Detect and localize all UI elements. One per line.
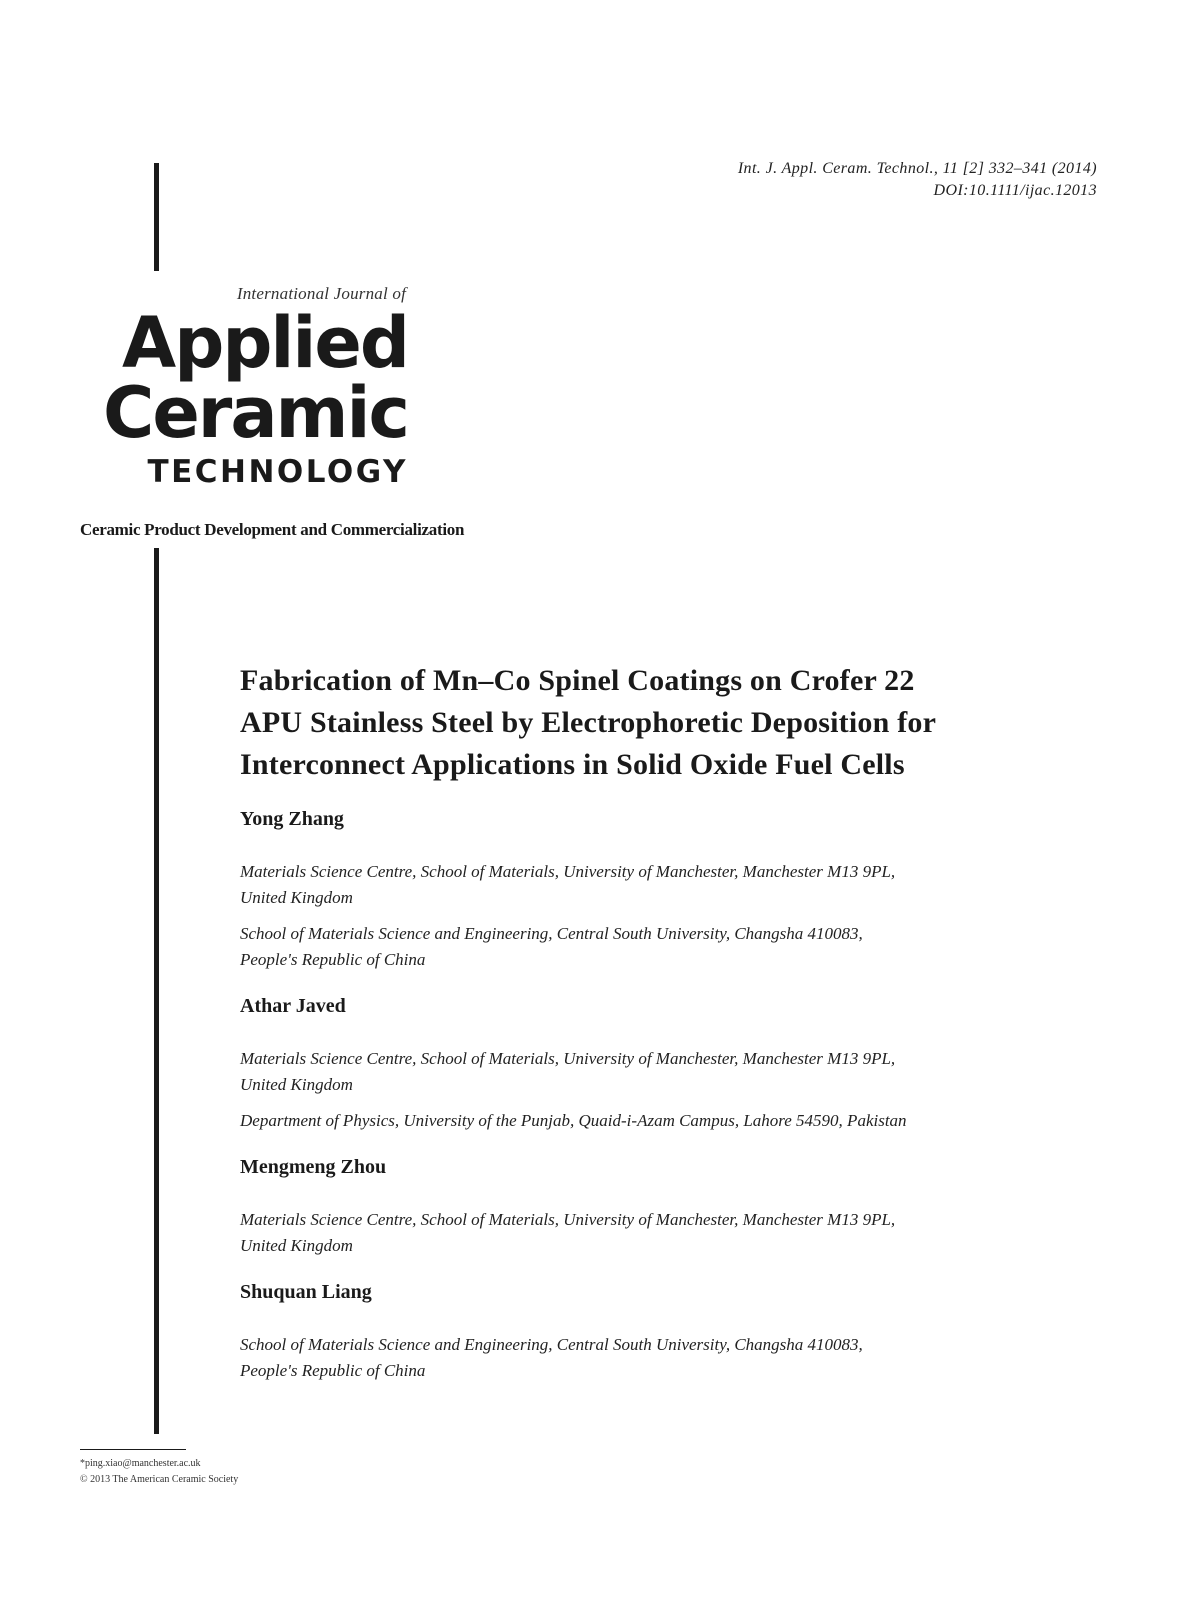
affiliation: Materials Science Centre, School of Materials, University of Manchester, Manchester M13 9PL, United Kingdom xyxy=(240,1049,896,1094)
title-line: Interconnect Applications in Solid Oxide Fuel Cells xyxy=(240,748,905,781)
title-line: APU Stainless Steel by Electrophoretic Deposition for xyxy=(240,706,937,739)
article-header xyxy=(240,660,1100,1394)
affiliation: Materials Science Centre, School of Materials, University of Manchester, Manchester M13 9PL, United Kingdom xyxy=(240,1210,896,1255)
footnotes xyxy=(80,1456,238,1488)
masthead-small-line: International Journal of xyxy=(236,284,406,303)
masthead-word-technology: TECHNOLOGY xyxy=(147,454,408,490)
affiliation: Department of Physics, University of the Punjab, Quaid-i-Azam Campus, Lahore 54590, Pakistan xyxy=(240,1111,907,1130)
masthead-word-applied: Applied xyxy=(122,302,408,384)
footnote-rule xyxy=(80,1449,186,1450)
journal-tagline: Ceramic Product Development and Commercialization xyxy=(80,520,465,539)
paper-title xyxy=(240,660,1100,786)
journal-citation: Int. J. Appl. Ceram. Technol., 11 [2] 332–341 (2014) xyxy=(737,160,1097,177)
author-block xyxy=(240,1281,1100,1384)
corresponding-email[interactable]: *ping.xiao@manchester.ac.uk xyxy=(80,1458,201,1469)
journal-masthead xyxy=(80,284,412,490)
author-name: Shuquan Liang xyxy=(240,1281,372,1303)
author-name: Athar Javed xyxy=(240,995,346,1017)
author-name: Yong Zhang xyxy=(240,808,344,830)
author-block xyxy=(240,808,1100,973)
copyright-notice: © 2013 The American Ceramic Society xyxy=(80,1474,239,1485)
author-block xyxy=(240,1156,1100,1259)
affiliation: School of Materials Science and Engineering, Central South University, Changsha 410083, People's Republic of China xyxy=(240,1335,863,1380)
vertical-rule-bottom xyxy=(154,548,159,1434)
doi[interactable]: DOI:10.1111/ijac.12013 xyxy=(933,182,1097,199)
title-line: Fabrication of Mn–Co Spinel Coatings on Crofer 22 xyxy=(240,664,915,697)
vertical-rule-top xyxy=(154,163,159,271)
affiliation: School of Materials Science and Engineering, Central South University, Changsha 410083, People's Republic of China xyxy=(240,924,863,969)
citation-block xyxy=(738,158,1097,202)
masthead-word-ceramic: Ceramic xyxy=(102,372,408,454)
author-block xyxy=(240,995,1100,1134)
author-name: Mengmeng Zhou xyxy=(240,1156,387,1178)
affiliation: Materials Science Centre, School of Materials, University of Manchester, Manchester M13 9PL, United Kingdom xyxy=(240,862,896,907)
